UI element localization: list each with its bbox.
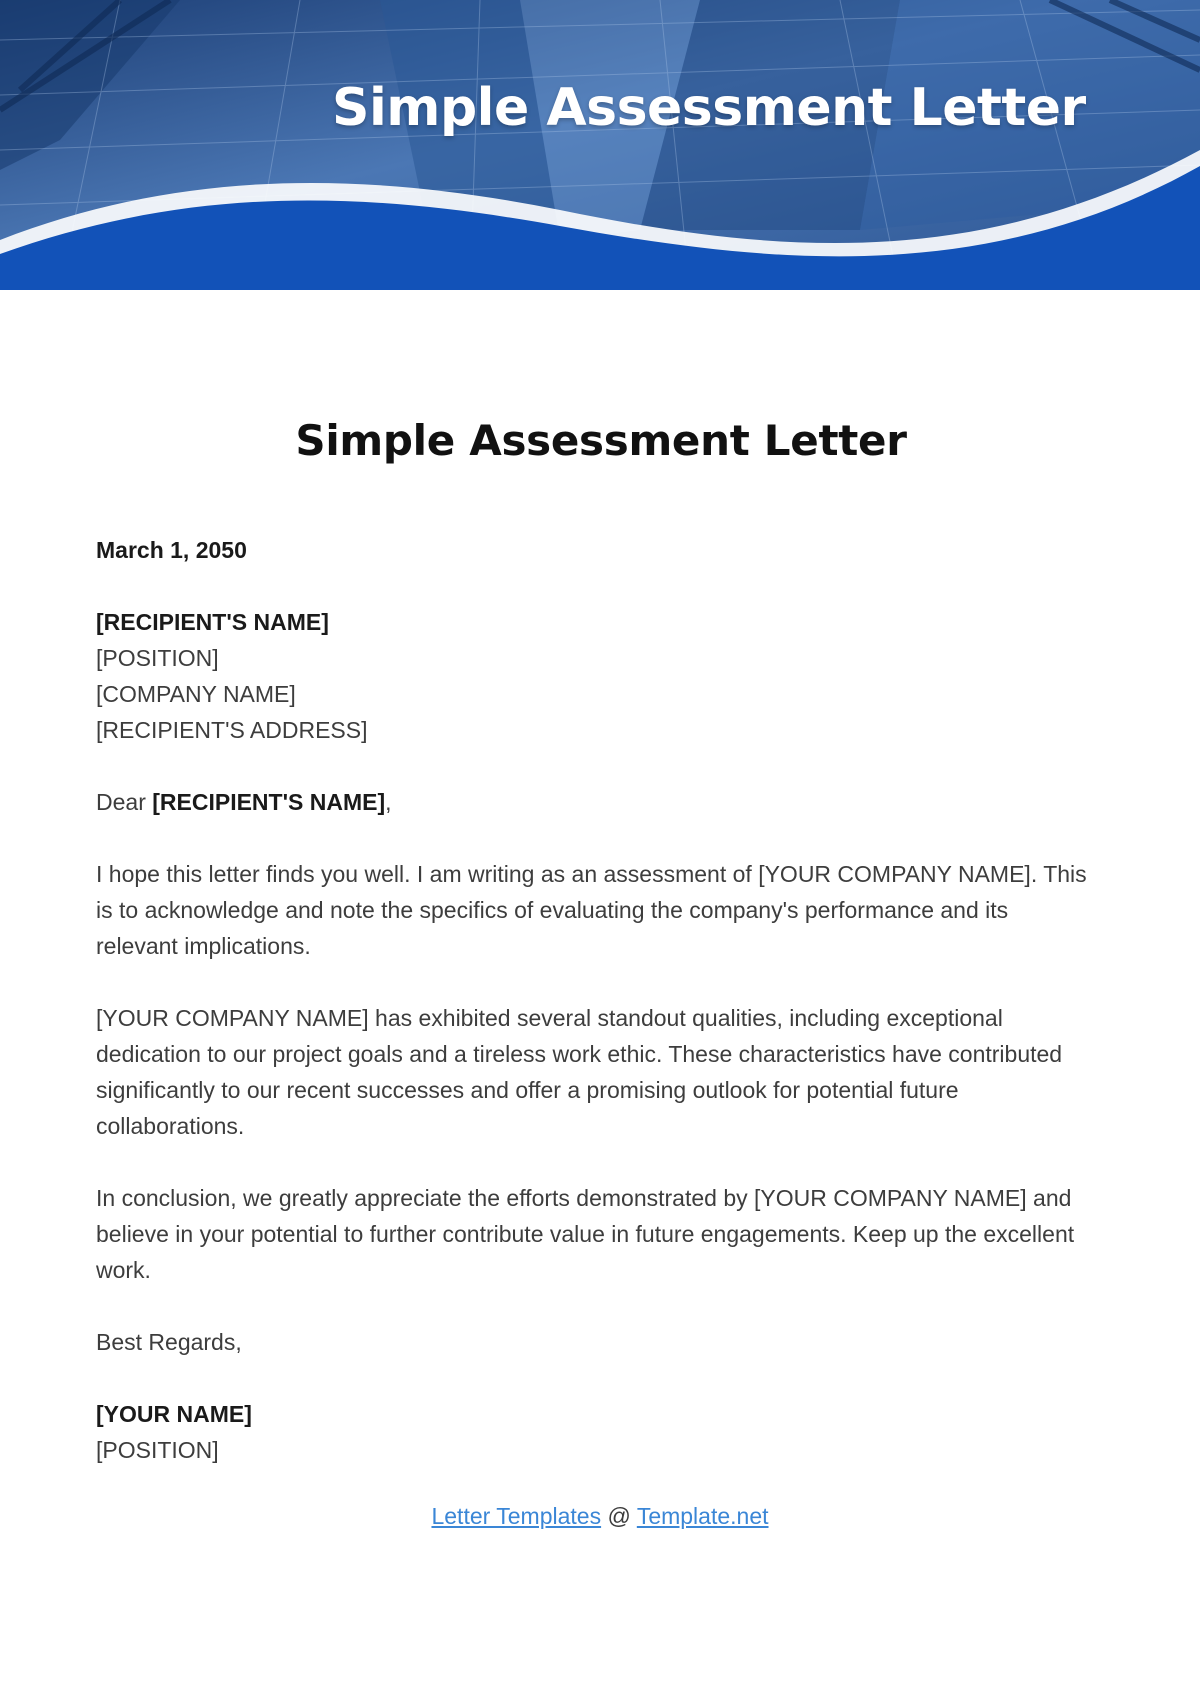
- salutation-prefix: Dear: [96, 789, 153, 815]
- banner-background: [0, 0, 1200, 290]
- letter-date: March 1, 2050: [96, 537, 247, 563]
- banner-title: Simple Assessment Letter: [332, 78, 1086, 138]
- paragraph-1: I hope this letter finds you well. I am writing as an assessment of [YOUR COMPANY NAME]. This is to acknowledge and note the specifics of evaluating the company's performance and its relevant implications.: [96, 861, 1087, 959]
- letter-templates-link[interactable]: Letter Templates: [431, 1503, 602, 1529]
- recipient-position: [POSITION]: [96, 645, 219, 671]
- letter-title: Simple Assessment Letter: [295, 416, 907, 465]
- paragraph-2: [YOUR COMPANY NAME] has exhibited several standout qualities, including exceptional dedication to our project goals and a tireless work ethic. These characteristics have contributed significantly to our recent successes and offer a promising outlook for potential future collaborations.: [96, 1005, 1063, 1139]
- paragraph-3: In conclusion, we greatly appreciate the efforts demonstrated by [YOUR COMPANY NAME] and believe in your potential to further contribute value in future engagements. Keep up the excellent work.: [96, 1185, 1075, 1283]
- footer-separator: @: [601, 1503, 637, 1529]
- salutation-name: [RECIPIENT'S NAME]: [152, 789, 386, 815]
- footer-credit: [0, 1503, 1200, 1530]
- header-banner: [0, 0, 1200, 290]
- recipient-address: [RECIPIENT'S ADDRESS]: [96, 717, 368, 743]
- closing: Best Regards,: [96, 1329, 242, 1355]
- salutation-suffix: ,: [385, 789, 392, 815]
- recipient-name: [RECIPIENT'S NAME]: [96, 609, 329, 635]
- template-net-link[interactable]: Template.net: [636, 1503, 769, 1529]
- recipient-company: [COMPANY NAME]: [96, 681, 296, 707]
- sender-position: [POSITION]: [96, 1437, 219, 1463]
- salutation: [96, 784, 392, 820]
- sender-name: [YOUR NAME]: [96, 1401, 252, 1427]
